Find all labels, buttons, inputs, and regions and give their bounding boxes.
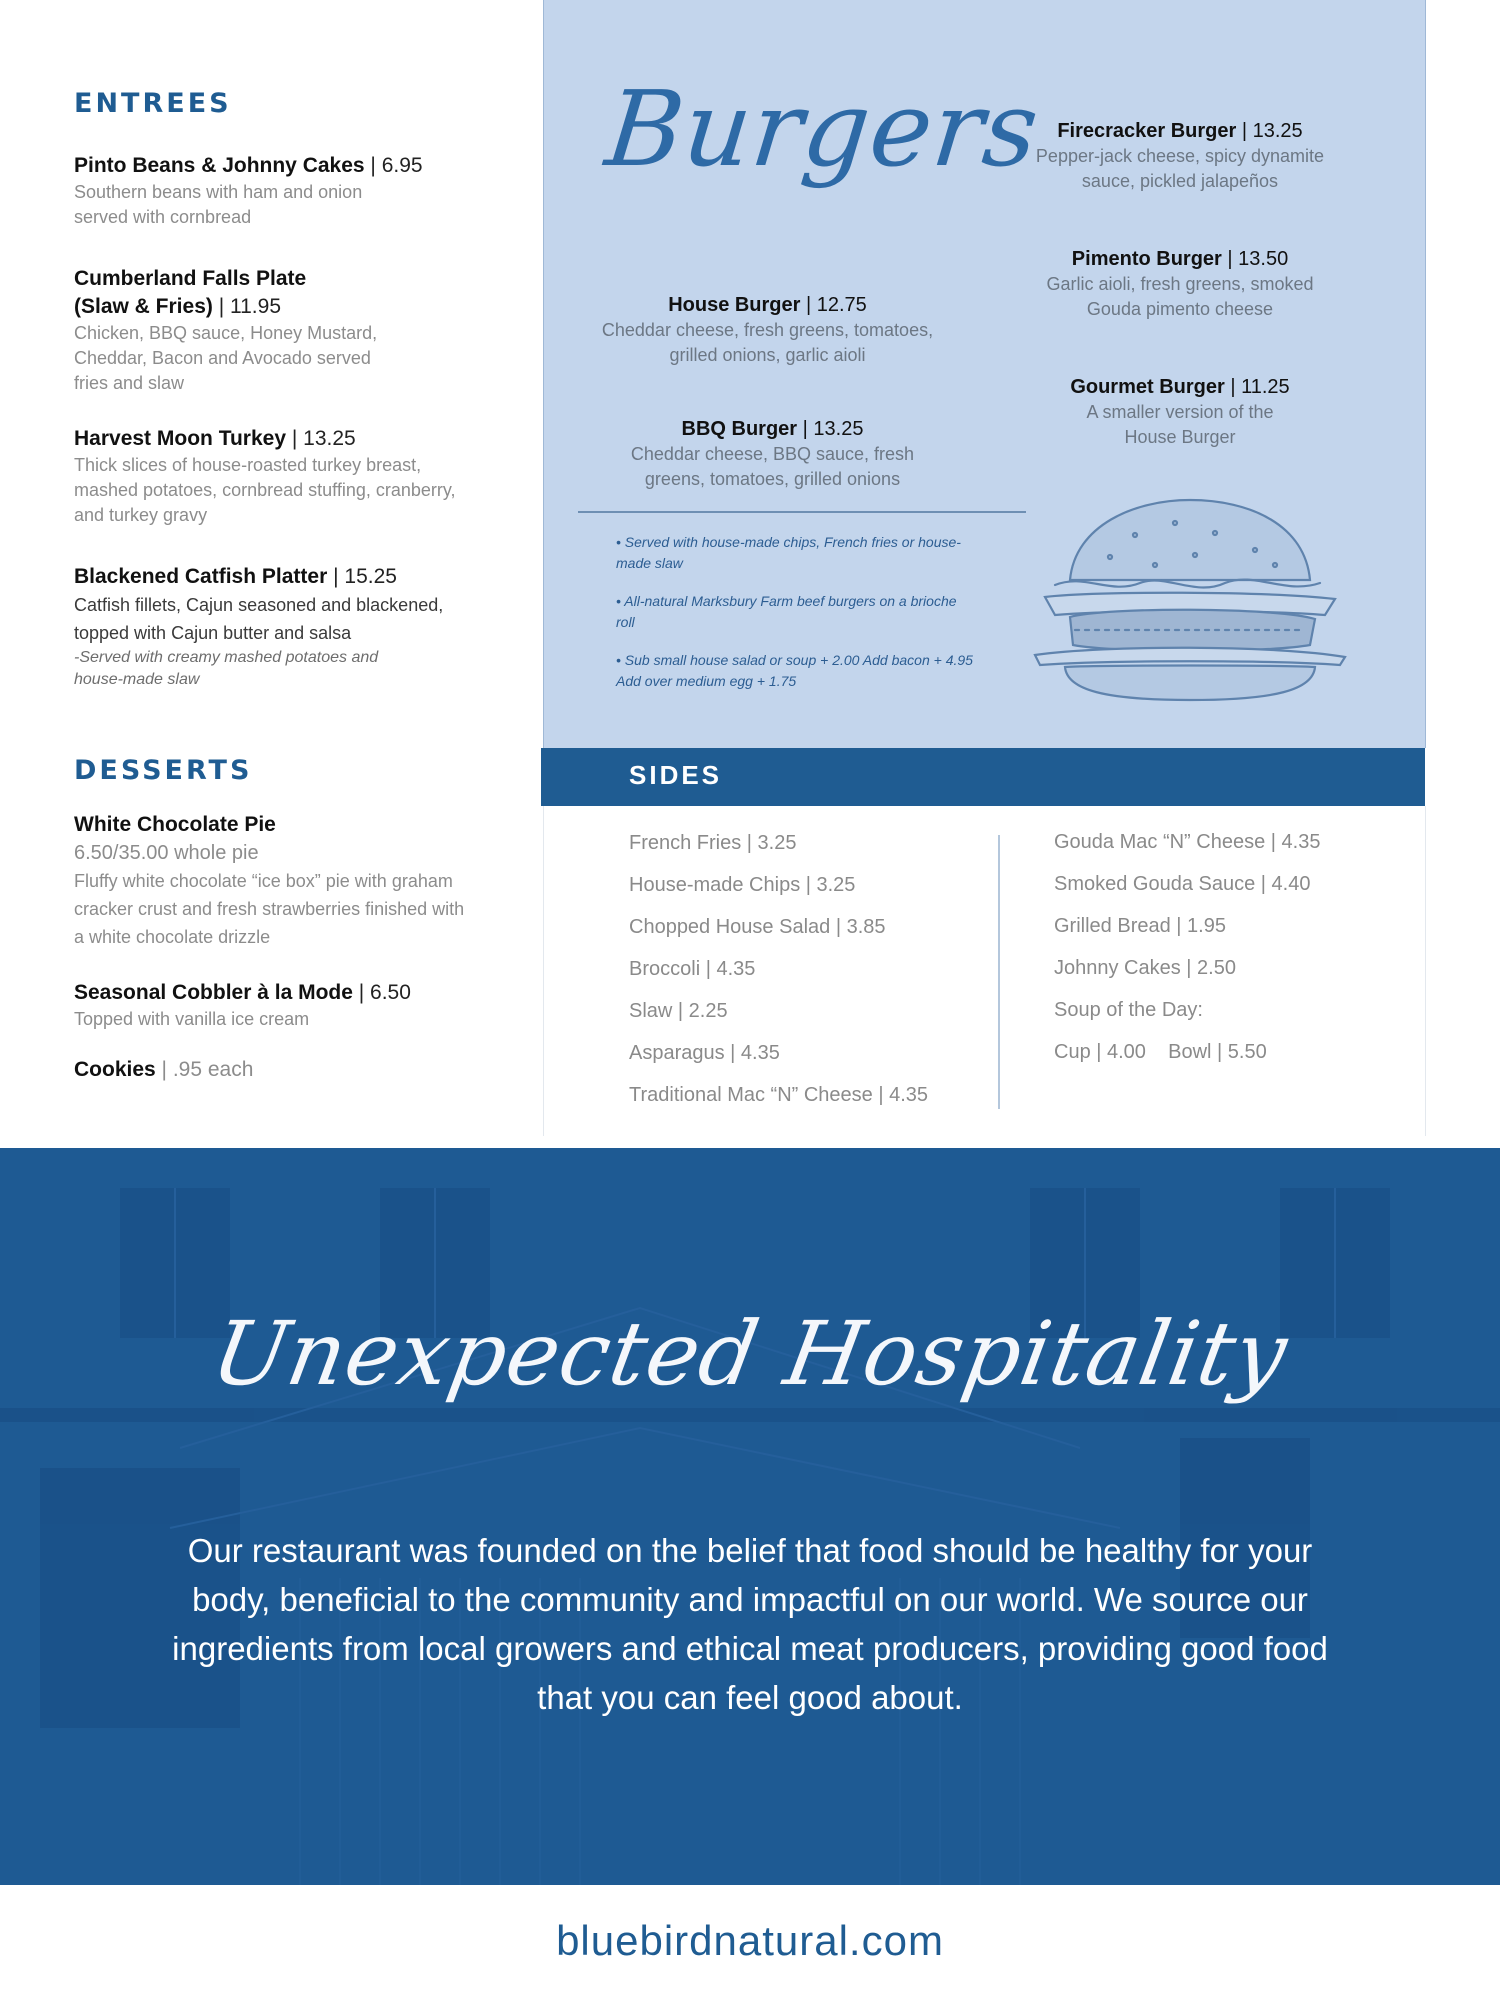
- item-description: Topped with vanilla ice cream: [74, 1009, 310, 1029]
- building-background-image: [0, 1148, 1500, 1885]
- list-item: Chopped House Salad | 3.85: [629, 916, 886, 938]
- menu-item: [74, 563, 494, 691]
- note-line: • Served with house-made chips, French fries or house-made slaw: [616, 534, 961, 571]
- burger-notes: [616, 532, 976, 709]
- burger-item: [1040, 374, 1320, 450]
- item-price: | 12.75: [806, 294, 867, 316]
- menu-item: [74, 811, 494, 951]
- item-name: Blackened Catfish Platter: [74, 565, 328, 588]
- list-item: Cup | 4.00 Bowl | 5.50: [1054, 1041, 1267, 1063]
- item-name: Gourmet Burger: [1070, 376, 1225, 398]
- item-price: | 6.50: [358, 981, 411, 1004]
- burger-item: [1025, 246, 1335, 322]
- item-price: | 13.25: [802, 418, 864, 440]
- burger-item: [1020, 118, 1340, 194]
- item-name: Pimento Burger: [1071, 248, 1222, 270]
- item-name: Harvest Moon Turkey: [74, 427, 286, 450]
- menu-item: [74, 425, 494, 528]
- burger-item: [600, 292, 935, 368]
- list-item: Johnny Cakes | 2.50: [1054, 957, 1236, 979]
- item-description: Southern beans with ham and onion served with cornbread: [74, 182, 363, 227]
- item-name: Pinto Beans & Johnny Cakes: [74, 154, 365, 177]
- item-description: A smaller version of the House Burger: [1086, 402, 1274, 447]
- sides-heading: SIDES: [629, 760, 723, 790]
- item-price: | 13.25: [291, 427, 356, 450]
- divider: [578, 511, 1026, 513]
- list-item: Traditional Mac “N” Cheese | 4.35: [629, 1084, 929, 1106]
- desserts-heading: DESSERTS: [74, 755, 253, 786]
- item-price: | 13.50: [1227, 248, 1289, 270]
- entrees-heading: ENTREES: [74, 88, 232, 119]
- item-price: | .95 each: [161, 1058, 254, 1081]
- divider: [998, 835, 1000, 1109]
- hospitality-title: Unexpected Hospitality: [204, 1302, 1296, 1405]
- menu-item: [74, 1056, 494, 1084]
- item-price: 6.50/35.00 whole pie: [74, 842, 259, 864]
- website-link[interactable]: bluebirdnatural.com: [556, 1917, 944, 1964]
- item-name: House Burger: [668, 294, 801, 316]
- note-line: • Sub small house salad or soup + 2.00 Add bacon + 4.95 Add over medium egg + 1.75: [616, 652, 973, 689]
- item-price: | 11.95: [218, 295, 282, 318]
- list-item: Soup of the Day:: [1054, 999, 1203, 1021]
- item-name: Seasonal Cobbler à la Mode: [74, 981, 353, 1004]
- item-description: Cheddar cheese, BBQ sauce, fresh greens, tomatoes, grilled onions: [630, 444, 915, 489]
- item-name: White Chocolate Pie: [74, 813, 276, 836]
- sides-list-right: [1054, 821, 1394, 1073]
- list-item: House-made Chips | 3.25: [629, 874, 856, 896]
- burgers-title: Burgers: [600, 68, 1045, 190]
- item-description: Chicken, BBQ sauce, Honey Mustard, Cheddar, Bacon and Avocado served fries and slaw: [74, 323, 378, 393]
- list-item: French Fries | 3.25: [629, 832, 797, 854]
- list-item: Smoked Gouda Sauce | 4.40: [1054, 873, 1311, 895]
- sides-list-left: [629, 822, 969, 1116]
- note-line: • All-natural Marksbury Farm beef burgers on a brioche roll: [616, 593, 957, 630]
- list-item: Broccoli | 4.35: [629, 958, 756, 980]
- item-price: | 13.25: [1241, 120, 1303, 142]
- hospitality-text: Our restaurant was founded on the belief that food should be healthy for your body, beneficial to the community and impactful on our world. We source our ingredients from local growers and ethical meat producers, providing good food that you can feel good about.: [172, 1532, 1328, 1716]
- list-item: Slaw | 2.25: [629, 1000, 728, 1022]
- item-description: Garlic aioli, fresh greens, smoked Gouda pimento cheese: [1046, 274, 1314, 319]
- list-item: Asparagus | 4.35: [629, 1042, 780, 1064]
- menu-item: [74, 265, 494, 396]
- item-description: Pepper-jack cheese, spicy dynamite sauce, pickled jalapeños: [1035, 146, 1325, 191]
- item-name: Firecracker Burger: [1057, 120, 1237, 142]
- list-item: Grilled Bread | 1.95: [1054, 915, 1226, 937]
- item-description: Cheddar cheese, fresh greens, tomatoes, grilled onions, garlic aioli: [601, 320, 934, 365]
- item-description: Fluffy white chocolate “ice box” pie with graham cracker crust and fresh strawberries finished with a white chocolate drizzle: [74, 871, 465, 947]
- menu-item: [74, 979, 494, 1032]
- item-price: | 11.25: [1230, 376, 1290, 398]
- item-note: -Served with creamy mashed potatoes and house-made slaw: [74, 649, 379, 688]
- item-name: Cumberland Falls Plate (Slaw & Fries): [74, 267, 307, 318]
- item-price: | 6.95: [370, 154, 423, 177]
- item-name: BBQ Burger: [681, 418, 798, 440]
- item-name: Cookies: [74, 1058, 156, 1081]
- hospitality-banner: [0, 1148, 1500, 1885]
- burger-item: [600, 416, 945, 492]
- item-description: Catfish fillets, Cajun seasoned and blackened, topped with Cajun butter and salsa: [74, 595, 444, 643]
- item-price: | 15.25: [333, 565, 397, 588]
- item-description: Thick slices of house-roasted turkey breast, mashed potatoes, cornbread stuffing, cranberry, and turkey gravy: [74, 455, 456, 525]
- menu-item: [74, 152, 494, 230]
- list-item: Gouda Mac “N” Cheese | 4.35: [1054, 831, 1321, 853]
- burger-illustration-icon: [1015, 495, 1360, 705]
